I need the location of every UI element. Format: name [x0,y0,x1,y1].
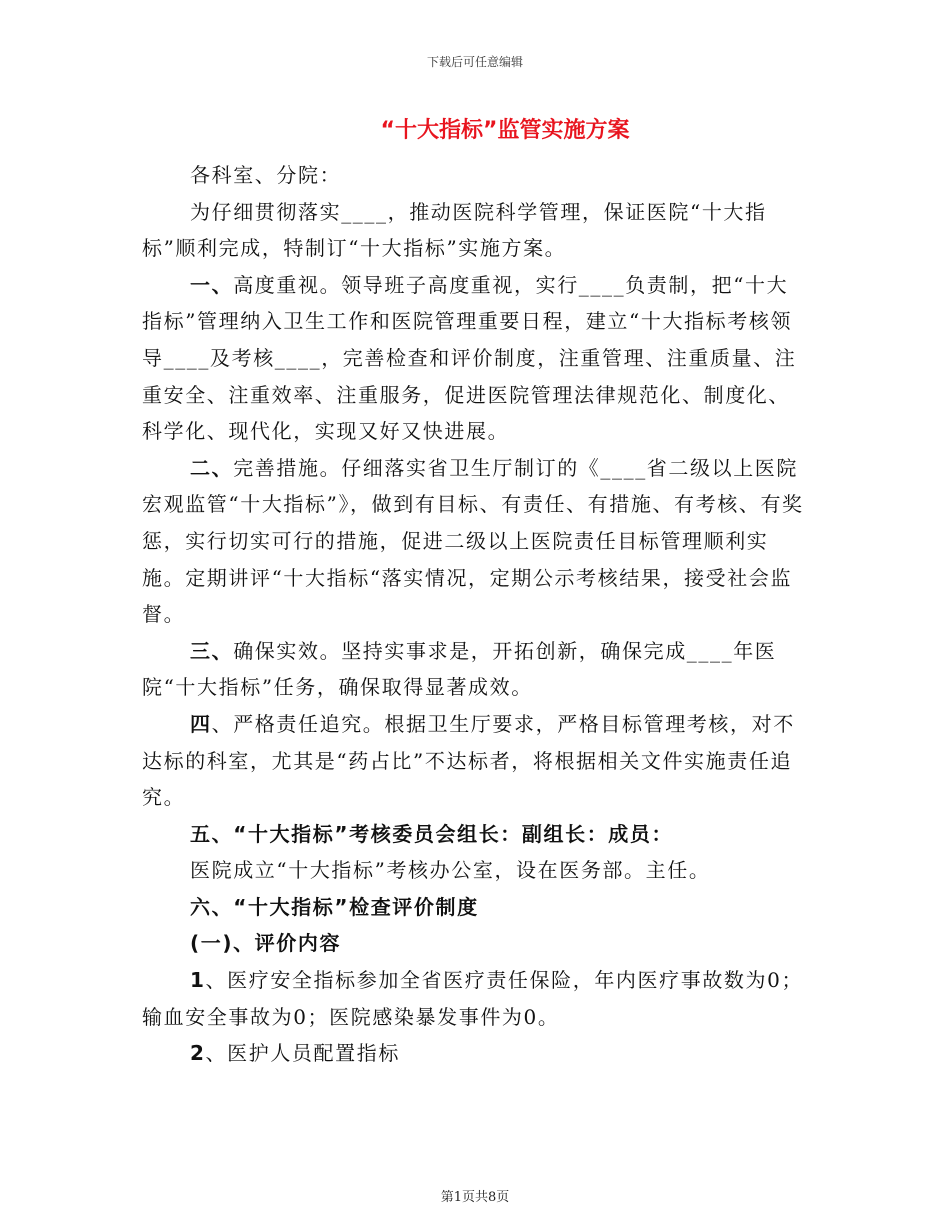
section-2-paragraph [142,450,807,633]
committee-heading: 五、“十大指标”考核委员会组长：副组长：成员： [190,821,674,846]
item-2-number: 2 [190,1041,206,1066]
section-3-paragraph [142,633,807,706]
section-3-text: 确保实效。坚持实事求是，开拓创新，确保完成____年医院“十大指标”任务，确保取得显著成效。 [142,638,777,700]
section-4-text: 、严格责任追究。根据卫生厅要求，严格目标管理考核，对不达标的科室，尤其是“药占比”不达标者，将根据相关文件实施责任追究。 [142,711,795,810]
section-1-paragraph [142,267,807,450]
section-2-head: 二、 [190,455,234,480]
intro-paragraph: 为仔细贯彻落实____，推动医院科学管理，保证医院“十大指标”顺利完成，特制订“十大指标”实施方案。 [142,199,767,261]
item-1-number: 1 [190,968,206,993]
item-1-text: 、医疗安全指标参加全省医疗责任保险，年内医疗事故数为0；输血安全事故为0；医院感染暴发事件为0。 [142,968,804,1029]
subsection-heading: (一)、评价内容 [190,931,342,956]
section-1-head: 一、 [190,272,234,297]
salutation: 各科室、分院： [190,163,342,187]
item-2-text: 、医护人员配置指标 [205,1041,400,1066]
section-4-head: 四 [190,711,212,736]
header-note: 下载后可任意编辑 [426,55,523,69]
section-4-paragraph [142,706,807,816]
item-1-paragraph [142,962,807,1035]
section-2-text: 完善措施。仔细落实省卫生厅制订的《____省二级以上医院宏观监管“十大指标”》，做到有目标、有责任、有措施、有考核、有奖惩，实行切实可行的措施，促进二级以上医院责任目标管理顺利实施。定期讲评“十大指标“落实情况，定期公示考核结果，接受社会监督。 [142,455,804,627]
document-title: “十大指标”监管实施方案 [380,118,630,143]
office-line: 医院成立“十大指标”考核办公室，设在医务部。主任。 [190,858,711,883]
item-2-paragraph [142,1035,807,1072]
section-1-text: 高度重视。领导班子高度重视，实行____负责制，把“十大指标”管理纳入卫生工作和医院管理重要日程，建立“十大指标考核领导____及考核____，完善检查和评价制度，注重管理、注重质量、注重安全、注重效率、注重服务，促进医院管理法律规范化、制度化、科学化、现代化，实现又好又快进展。 [142,272,797,444]
document-body [142,157,807,1072]
page-footer: 第1页共8页 [440,1190,510,1205]
section-6-heading: 六、“十大指标”检查评价制度 [190,894,479,919]
section-3-head: 三、 [190,638,234,663]
